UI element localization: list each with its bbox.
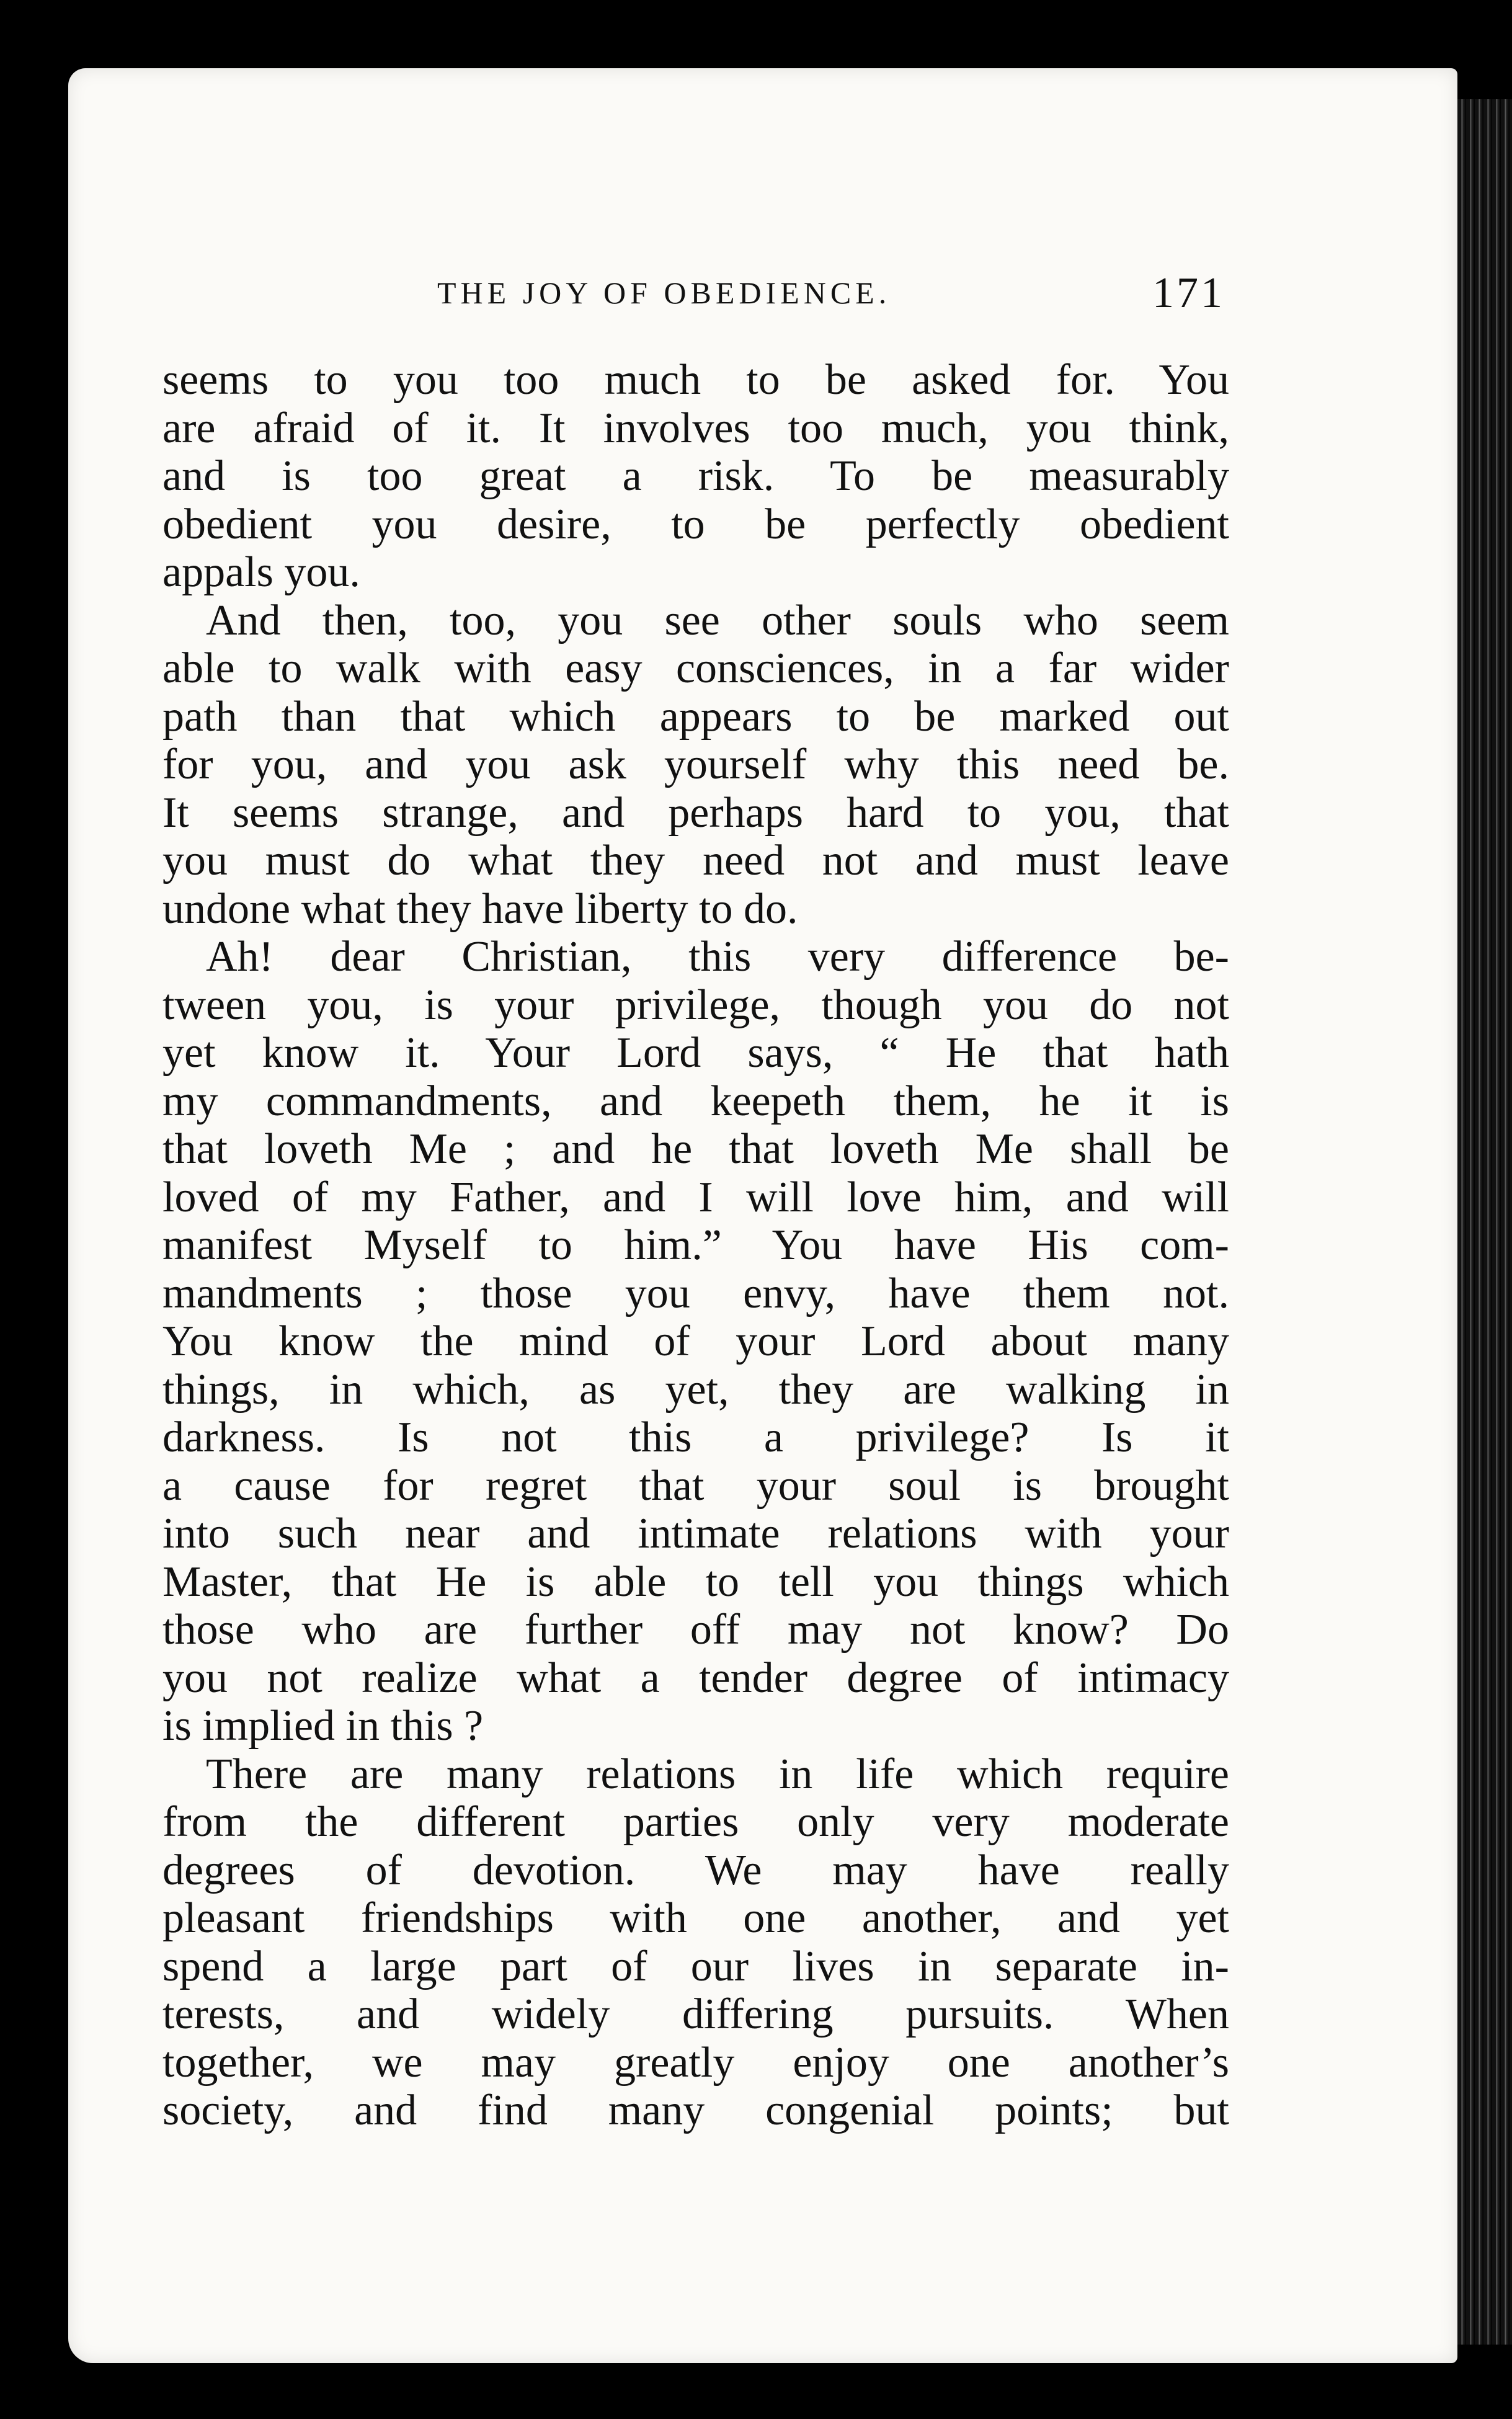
page-header [437, 269, 1225, 324]
text-line: into such near and intimate relations with your [162, 1510, 1229, 1557]
text-line: from the different parties only very moderate [162, 1798, 1229, 1846]
text-line: mandments ; those you envy, have them not. [162, 1269, 1229, 1317]
text-line: and is too great a risk. To be measurably [162, 452, 1229, 500]
text-line: for you, and you ask yourself why this need be. [162, 741, 1229, 788]
text-line: Master, that He is able to tell you things which [162, 1557, 1229, 1606]
text-line: a cause for regret that your soul is brought [162, 1461, 1229, 1510]
text-line: that loveth Me ; and he that loveth Me shall be [162, 1125, 1229, 1173]
text-line: appals you. [162, 548, 360, 596]
text-line: darkness. Is not this a privilege? Is it [162, 1414, 1229, 1461]
text-line: yet know it. Your Lord says, “ He that hath [162, 1029, 1229, 1077]
text-line: There are many relations in life which require [206, 1750, 1229, 1798]
book-spine-edge [1457, 99, 1512, 2345]
text-line: path than that which appears to be marked out [162, 692, 1229, 741]
body-text [162, 356, 1229, 2135]
text-line: are afraid of it. It involves too much, you think, [162, 404, 1229, 452]
text-line: You know the mind of your Lord about many [162, 1317, 1229, 1365]
text-line: tween you, is your privilege, though you do not [162, 981, 1229, 1029]
page-number: 171 [1152, 269, 1225, 317]
text-line: And then, too, you see other souls who seem [206, 596, 1229, 644]
text-line: together, we may greatly enjoy one another’s [162, 2038, 1229, 2087]
text-line: loved of my Father, and I will love him, and will [162, 1173, 1229, 1221]
text-line: seems to you too much to be asked for. You [162, 356, 1229, 404]
text-line: terests, and widely differing pursuits. When [162, 1990, 1229, 2038]
text-line: Ah! dear Christian, this very difference be- [206, 933, 1229, 981]
text-line: is implied in this ? [162, 1702, 484, 1750]
text-line: my commandments, and keepeth them, he it is [162, 1077, 1229, 1125]
text-line: things, in which, as yet, they are walking in [162, 1365, 1229, 1414]
text-line: able to walk with easy consciences, in a far wider [162, 644, 1229, 692]
text-line: It seems strange, and perhaps hard to you, that [162, 788, 1229, 837]
text-line: those who are further off may not know? Do [162, 1606, 1229, 1654]
text-line: you not realize what a tender degree of intimacy [162, 1654, 1229, 1702]
text-line: manifest Myself to him.” You have His com- [162, 1221, 1229, 1269]
text-line: spend a large part of our lives in separate in- [162, 1942, 1229, 1990]
text-line: pleasant friendships with one another, and yet [162, 1894, 1229, 1942]
running-head: THE JOY OF OBEDIENCE. [437, 275, 891, 310]
text-line: undone what they have liberty to do. [162, 884, 798, 933]
text-line: obedient you desire, to be perfectly obedient [162, 500, 1229, 548]
text-line: you must do what they need not and must leave [162, 837, 1229, 884]
text-line: society, and find many congenial points; but [162, 2087, 1229, 2134]
text-line: degrees of devotion. We may have really [162, 1846, 1229, 1894]
